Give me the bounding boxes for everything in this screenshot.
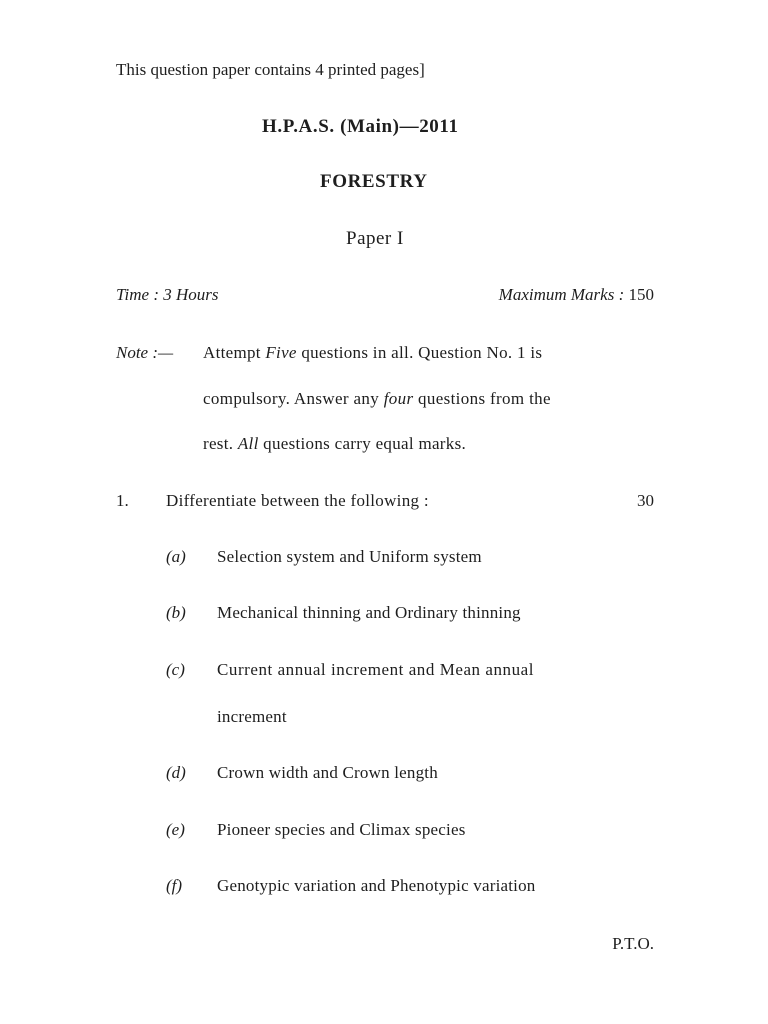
paper-number: Paper I <box>346 228 404 249</box>
marks-separator: : <box>618 285 625 304</box>
time-value: 3 Hours <box>163 285 219 304</box>
note-emphasis-five: Five <box>265 343 297 362</box>
time-separator: : <box>153 285 159 304</box>
note-emphasis-four: four <box>383 389 414 408</box>
item-marker-b: (b) <box>166 603 186 622</box>
item-text-e: Pioneer species and Climax species <box>217 820 466 839</box>
note-seg-1: Attempt <box>203 343 266 362</box>
item-marker-e: (e) <box>166 820 185 839</box>
question-marks: 30 <box>637 491 654 510</box>
subject-title: FORESTRY <box>320 171 428 192</box>
item-text-a: Selection system and Uniform system <box>217 547 482 566</box>
item-marker-a: (a) <box>166 547 186 566</box>
item-marker-c: (c) <box>166 660 185 679</box>
pages-note: This question paper contains 4 printed pages] <box>116 60 425 79</box>
marks-label: Maximum Marks <box>498 285 615 304</box>
item-text-f: Genotypic variation and Phenotypic variation <box>217 876 536 895</box>
item-text-d: Crown width and Crown length <box>217 763 438 782</box>
time-label: Time <box>116 285 150 304</box>
exam-title: H.P.A.S. (Main)—2011 <box>262 116 459 137</box>
pto-footer: P.T.O. <box>612 934 654 953</box>
question-text: Differentiate between the following : <box>166 491 429 510</box>
item-text-c: Current annual increment and Mean annual <box>217 660 535 679</box>
time-line <box>116 285 219 305</box>
marks-line <box>499 285 654 305</box>
question-number: 1. <box>116 491 129 510</box>
note-line-2-b: questions from the <box>413 389 551 408</box>
item-text-b: Mechanical thinning and Ordinary thinning <box>217 603 521 622</box>
item-marker-f: (f) <box>166 876 183 895</box>
note-line-3-b: questions carry equal marks. <box>258 434 467 453</box>
item-text-c-continued: increment <box>217 707 287 726</box>
note-line-3-a: rest. <box>203 434 238 453</box>
note-line-2 <box>203 389 551 409</box>
marks-value: 150 <box>628 285 654 304</box>
item-marker-d: (d) <box>166 763 186 782</box>
note-line-3 <box>203 434 466 454</box>
note-label: Note :— <box>116 343 174 362</box>
note-seg-2: questions in all. Question No. 1 is <box>296 343 543 362</box>
note-emphasis-all: All <box>237 434 259 453</box>
note-line-2-a: compulsory. Answer any <box>203 389 384 408</box>
note-line-1 <box>203 343 542 363</box>
